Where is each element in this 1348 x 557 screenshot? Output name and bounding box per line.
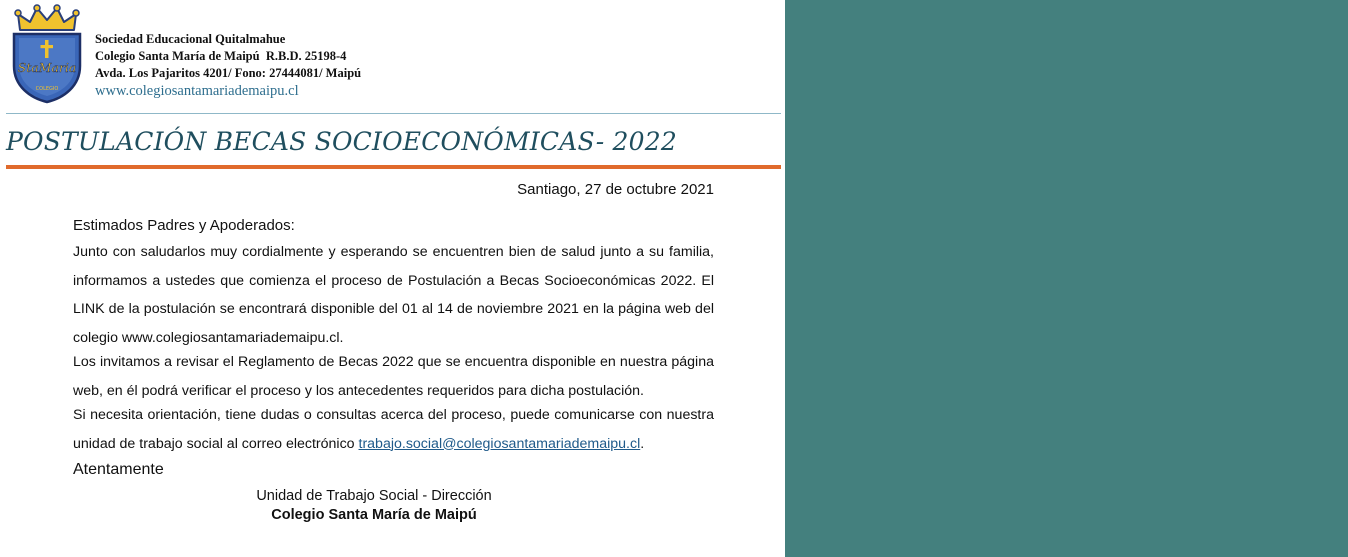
signature-unit: Unidad de Trabajo Social - Dirección: [256, 488, 492, 504]
letter-date: Santiago, 27 de octubre 2021: [517, 181, 714, 198]
crest-subtext: COLEGIO: [35, 86, 59, 92]
school-name-rbd: Colegio Santa María de Maipú R.B.D. 25198-4: [95, 49, 347, 63]
page-title-text: POSTULACIÓN BECAS SOCIOECONÓMICAS- 2022: [6, 127, 677, 156]
letter-greeting: Estimados Padres y Apoderados:: [73, 217, 295, 234]
school-info: [95, 31, 361, 100]
paragraph-3-end: .: [640, 435, 645, 452]
page-title: [6, 127, 781, 156]
letter-paragraph-1: Junto con saludarlos muy cordialmente y esperando se encuentren bien de salud junto a su familia, informamos a ustedes que comienza el proceso de Postulación a Becas Socioeconómicas 2022. El LINK de la postulación se encontrará disponible del 01 al 14 de noviembre 2021 en la página web del colegio www.colegiosantamariademaipu.cl.: [73, 244, 714, 346]
school-crest-logo: [10, 4, 84, 104]
org-name: Sociedad Educacional Quitalmahue: [95, 32, 286, 46]
school-address: Avda. Los Pajaritos 4201/ Fono: 27444081/ Maipú: [95, 66, 362, 80]
paragraph-3-text: Si necesita orientación, tiene dudas o consultas acerca del proceso, puede comunicarse con nuestra unidad de trabajo social al correo electrónico: [73, 407, 714, 452]
side-background-panel: [785, 0, 1348, 557]
letter-closing: Atentamente: [73, 461, 164, 478]
signature-block: [73, 487, 675, 525]
crest-monogram: StaMaria: [17, 60, 77, 75]
header-divider: [6, 113, 781, 114]
school-website: www.colegiosantamariademaipu.cl: [95, 83, 299, 99]
letter-body: [73, 214, 714, 482]
crown-icon: [15, 5, 79, 30]
contact-email-link[interactable]: trabajo.social@colegiosantamariademaipu.cl: [358, 435, 641, 452]
letter-paragraph-3: [73, 401, 714, 458]
signature-school: Colegio Santa María de Maipú: [271, 507, 477, 523]
title-divider: [6, 165, 781, 169]
letter-paragraph-2: Los invitamos a revisar el Reglamento de Becas 2022 que se encuentra disponible en nuestra página web, en él podrá verificar el proceso y los antecedentes requeridos para dicha postulación.: [73, 354, 714, 399]
